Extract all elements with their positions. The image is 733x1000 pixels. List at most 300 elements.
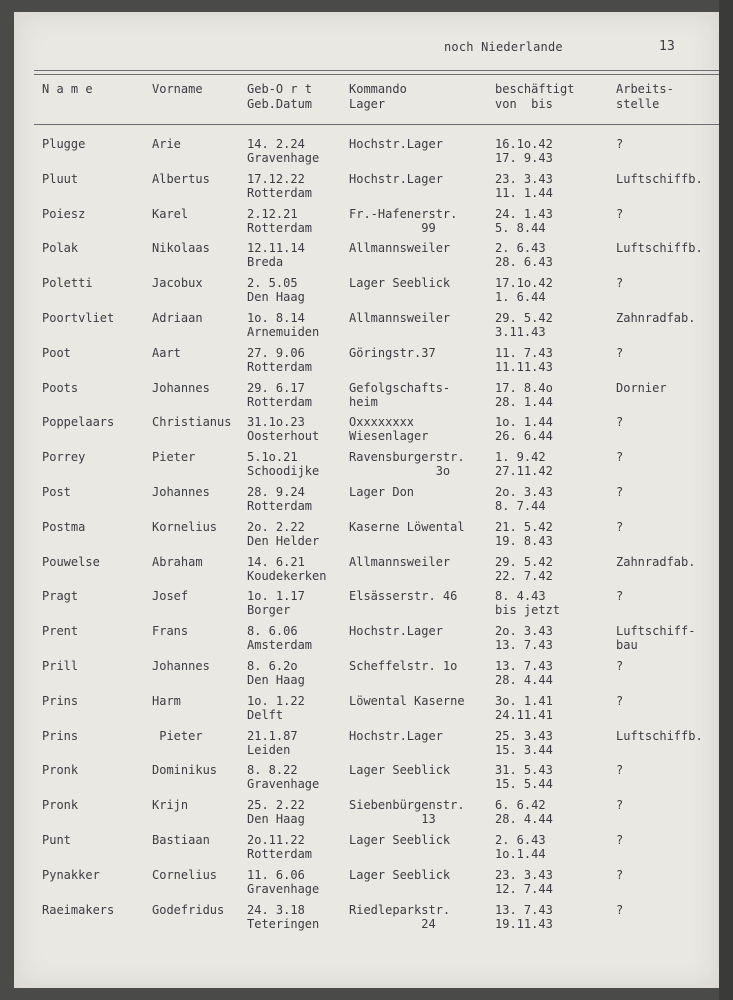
cell-vorname xyxy=(152,589,188,603)
cell-vorname xyxy=(152,903,224,917)
cell-geburt-line: 24. 3.18 xyxy=(247,902,305,917)
cell-kommando xyxy=(349,520,465,534)
cell-name xyxy=(42,137,85,151)
cell-geburt xyxy=(247,137,319,165)
cell-beschaeftigt-line: 19. 8.43 xyxy=(495,533,553,548)
cell-geburt-line: Den Helder xyxy=(247,533,320,548)
cell-name xyxy=(42,555,100,569)
cell-vorname xyxy=(152,798,188,812)
table-row xyxy=(14,833,719,868)
cell-arbeitsstelle-line: ? xyxy=(616,415,624,430)
cell-vorname-line: Cornelius xyxy=(152,867,218,882)
cell-geburt-line: Den Haag xyxy=(247,290,305,305)
cell-vorname xyxy=(152,137,181,151)
cell-vorname xyxy=(152,520,217,534)
cell-kommando-line: 24 xyxy=(349,916,436,931)
cell-geburt xyxy=(247,485,312,513)
cell-vorname xyxy=(152,450,195,464)
cell-vorname-line: Harm xyxy=(152,693,181,708)
cell-arbeitsstelle xyxy=(616,624,695,652)
cell-geburt-line: Rotterdam xyxy=(247,185,313,200)
cell-geburt xyxy=(247,207,312,235)
cell-arbeitsstelle-line: bau xyxy=(616,638,638,653)
cell-geburt-line: 5.1o.21 xyxy=(247,450,298,465)
cell-geburt-line: Den Haag xyxy=(247,673,305,687)
cell-geburt xyxy=(247,694,305,722)
cell-vorname-line: Krijn xyxy=(152,798,189,813)
cell-arbeitsstelle xyxy=(616,659,623,673)
cell-geburt xyxy=(247,798,305,826)
cell-beschaeftigt-line: 24.11.41 xyxy=(495,707,553,722)
cell-arbeitsstelle xyxy=(616,311,695,325)
cell-beschaeftigt xyxy=(495,659,553,687)
cell-name-line: Porrey xyxy=(42,450,86,465)
cell-beschaeftigt-line: 24. 1.43 xyxy=(495,206,553,221)
cell-geburt-line: 2. 5.05 xyxy=(247,276,298,291)
cell-kommando-line: Hochstr.Lager xyxy=(349,624,443,639)
cell-kommando-line: Göringstr.37 xyxy=(349,345,436,360)
cell-kommando-line: Hochstr.Lager xyxy=(349,171,443,186)
cell-geburt-line: Rotterdam xyxy=(247,499,313,513)
cell-kommando-line: Hochstr.Lager xyxy=(349,137,443,151)
cell-geburt-line: Gravenhage xyxy=(247,151,320,165)
cell-beschaeftigt-line: 15. 5.44 xyxy=(495,777,553,792)
cell-name-line: Pynakker xyxy=(42,867,100,882)
cell-name-line: Prins xyxy=(42,693,79,708)
cell-geburt-line: 1o. 1.22 xyxy=(247,693,305,708)
table-row xyxy=(14,729,719,764)
cell-kommando xyxy=(349,729,443,743)
header-title: noch Niederlande xyxy=(444,40,563,54)
cell-arbeitsstelle-line: ? xyxy=(616,798,624,813)
cell-geburt-line: Rotterdam xyxy=(247,394,313,409)
table-row xyxy=(14,415,719,450)
cell-name-line: Poppelaars xyxy=(42,415,115,430)
cell-name xyxy=(42,241,78,255)
cell-geburt-line: Teteringen xyxy=(247,916,320,931)
cell-arbeitsstelle-line: ? xyxy=(616,450,624,465)
cell-vorname xyxy=(152,868,217,882)
cell-geburt xyxy=(247,763,319,791)
cell-beschaeftigt xyxy=(495,555,553,583)
cell-beschaeftigt-line: 19.11.43 xyxy=(495,916,553,931)
cell-name xyxy=(42,624,78,638)
cell-geburt-line: 1o. 1.17 xyxy=(247,589,305,604)
cell-arbeitsstelle xyxy=(616,903,623,917)
table-row xyxy=(14,555,719,590)
cell-geburt-line: Schoodijke xyxy=(247,464,320,479)
cell-vorname xyxy=(152,381,210,395)
cell-geburt xyxy=(247,381,312,409)
cell-arbeitsstelle-line: ? xyxy=(616,206,624,221)
table-row xyxy=(14,207,719,242)
cell-geburt-line: 14. 6.21 xyxy=(247,554,305,569)
header-rule-second xyxy=(34,74,719,75)
cell-kommando xyxy=(349,172,443,186)
cell-geburt-line: Koudekerken xyxy=(247,568,327,583)
cell-beschaeftigt-line: 31. 5.43 xyxy=(495,763,553,778)
cell-vorname xyxy=(152,555,203,569)
cell-beschaeftigt-line: bis jetzt xyxy=(495,603,561,618)
cell-arbeitsstelle-line: Luftschiffb. xyxy=(616,171,703,186)
table-row xyxy=(14,381,719,416)
cell-arbeitsstelle xyxy=(616,729,703,743)
cell-arbeitsstelle xyxy=(616,520,623,534)
cell-arbeitsstelle-line: ? xyxy=(616,345,624,360)
cell-name xyxy=(42,694,78,708)
cell-beschaeftigt-line: 8. 4.43 xyxy=(495,589,546,604)
cell-arbeitsstelle xyxy=(616,833,623,847)
cell-name-line: Prins xyxy=(42,728,79,743)
cell-beschaeftigt-line: 22. 7.42 xyxy=(495,568,553,583)
cell-vorname xyxy=(152,694,181,708)
cell-geburt-line: 8. 6.2o xyxy=(247,659,298,673)
cell-kommando xyxy=(349,485,414,499)
cell-beschaeftigt-line: 15. 3.44 xyxy=(495,742,553,757)
cell-vorname xyxy=(152,729,203,743)
cell-beschaeftigt-line: 2o. 3.43 xyxy=(495,624,553,639)
cell-kommando-line: Lager Seeblick xyxy=(349,833,451,847)
cell-vorname xyxy=(152,311,203,325)
cell-geburt xyxy=(247,346,312,374)
cell-geburt-line: 21.1.87 xyxy=(247,728,298,743)
cell-vorname-line: Godefridus xyxy=(152,902,225,917)
cell-vorname xyxy=(152,763,217,777)
column-header-geburt: Geb-O r t Geb.Datum xyxy=(247,82,313,111)
cell-name-line: Punt xyxy=(42,833,71,847)
cell-beschaeftigt xyxy=(495,172,553,200)
cell-geburt-line: 12.11.14 xyxy=(247,241,305,256)
cell-beschaeftigt xyxy=(495,729,553,757)
cell-kommando-line: Gefolgschafts- xyxy=(349,380,451,395)
cell-vorname xyxy=(152,485,210,499)
cell-geburt-line: 28. 9.24 xyxy=(247,485,305,499)
cell-geburt xyxy=(247,241,305,269)
cell-geburt-line: Arnemuiden xyxy=(247,325,320,339)
table-row xyxy=(14,172,719,207)
cell-name xyxy=(42,903,114,917)
cell-arbeitsstelle xyxy=(616,207,623,221)
cell-vorname-line: Johannes xyxy=(152,380,210,395)
cell-beschaeftigt-line: 21. 5.42 xyxy=(495,519,553,534)
cell-arbeitsstelle-line: Luftschiffb. xyxy=(616,241,703,256)
cell-geburt-line: Borger xyxy=(247,603,291,618)
cell-kommando xyxy=(349,589,457,603)
cell-arbeitsstelle-line: ? xyxy=(616,589,624,604)
cell-beschaeftigt xyxy=(495,763,553,791)
cell-vorname xyxy=(152,276,203,290)
cell-beschaeftigt-line: 5. 8.44 xyxy=(495,220,546,235)
cell-kommando xyxy=(349,137,443,151)
cell-arbeitsstelle xyxy=(616,798,623,812)
cell-name-line: Post xyxy=(42,485,71,499)
cell-beschaeftigt xyxy=(495,311,553,339)
cell-beschaeftigt xyxy=(495,798,553,826)
cell-kommando xyxy=(349,241,450,255)
cell-vorname xyxy=(152,659,210,673)
cell-kommando-line: Lager Don xyxy=(349,485,415,499)
cell-arbeitsstelle-line: ? xyxy=(616,693,624,708)
cell-geburt-line: 29. 6.17 xyxy=(247,380,305,395)
table-row xyxy=(14,694,719,729)
cell-kommando xyxy=(349,555,450,569)
cell-vorname xyxy=(152,172,210,186)
cell-kommando xyxy=(349,694,465,708)
cell-vorname xyxy=(152,346,181,360)
cell-geburt-line: Rotterdam xyxy=(247,359,313,374)
cell-kommando-line: Fr.-Hafenerstr. xyxy=(349,206,458,221)
cell-name-line: Prent xyxy=(42,624,79,639)
cell-beschaeftigt xyxy=(495,450,553,478)
cell-beschaeftigt xyxy=(495,833,546,861)
cell-arbeitsstelle xyxy=(616,694,623,708)
cell-geburt-line: 2o. 2.22 xyxy=(247,519,305,534)
cell-vorname xyxy=(152,415,231,429)
cell-name-line: Poots xyxy=(42,380,79,395)
cell-beschaeftigt-line: 17. 9.43 xyxy=(495,151,553,165)
cell-geburt-line: 17.12.22 xyxy=(247,171,305,186)
cell-kommando-line: Elsässerstr. 46 xyxy=(349,589,458,604)
cell-kommando-line: 13 xyxy=(349,812,436,827)
cell-geburt-line: Den Haag xyxy=(247,812,305,827)
cell-geburt-line: Breda xyxy=(247,255,284,270)
cell-beschaeftigt-line: 28. 4.44 xyxy=(495,812,553,827)
table-row xyxy=(14,485,719,520)
table-row xyxy=(14,868,719,903)
cell-kommando xyxy=(349,346,436,360)
cell-kommando-line: heim xyxy=(349,394,378,409)
cell-beschaeftigt-line: 1o.1.44 xyxy=(495,847,546,861)
cell-geburt-line: Leiden xyxy=(247,742,291,757)
cell-kommando xyxy=(349,868,450,882)
cell-name-line: Pouwelse xyxy=(42,554,100,569)
cell-beschaeftigt-line: 23. 3.43 xyxy=(495,867,553,882)
cell-kommando-line: Hochstr.Lager xyxy=(349,728,443,743)
cell-beschaeftigt-line: 16.1o.42 xyxy=(495,137,553,151)
cell-kommando xyxy=(349,903,450,931)
cell-beschaeftigt-line: 29. 5.42 xyxy=(495,554,553,569)
cell-beschaeftigt xyxy=(495,415,553,443)
cell-name-line: Postma xyxy=(42,519,86,534)
cell-geburt-line: Delft xyxy=(247,707,284,722)
table-header-rule xyxy=(34,124,719,125)
cell-kommando-line: Allmannsweiler xyxy=(349,311,451,325)
cell-arbeitsstelle-line: Zahnradfab. xyxy=(616,311,696,325)
cell-arbeitsstelle-line: Luftschiff- xyxy=(616,624,696,639)
cell-beschaeftigt-line: 1o. 1.44 xyxy=(495,415,553,430)
cell-geburt-line: 25. 2.22 xyxy=(247,798,305,813)
cell-arbeitsstelle xyxy=(616,276,623,290)
cell-beschaeftigt xyxy=(495,868,553,896)
cell-arbeitsstelle-line: ? xyxy=(616,137,624,151)
cell-arbeitsstelle xyxy=(616,589,623,603)
table-row xyxy=(14,137,719,172)
cell-name-line: Pluut xyxy=(42,171,79,186)
table-row xyxy=(14,624,719,659)
cell-beschaeftigt-line: 1. 6.44 xyxy=(495,290,546,305)
cell-beschaeftigt-line: 29. 5.42 xyxy=(495,311,553,325)
cell-beschaeftigt-line: 2. 6.43 xyxy=(495,241,546,256)
cell-vorname-line: Arie xyxy=(152,137,181,151)
cell-name-line: Poortvliet xyxy=(42,311,115,325)
cell-beschaeftigt-line: 13. 7.43 xyxy=(495,638,553,653)
table-row xyxy=(14,346,719,381)
cell-name-line: Polak xyxy=(42,241,79,256)
scan-edge xyxy=(719,0,733,1000)
cell-kommando-line: Lager Seeblick xyxy=(349,763,451,778)
cell-name-line: Poot xyxy=(42,345,71,360)
cell-geburt xyxy=(247,555,326,583)
cell-beschaeftigt-line: 13. 7.43 xyxy=(495,659,553,673)
cell-vorname-line: Aart xyxy=(152,345,181,360)
cell-geburt xyxy=(247,172,312,200)
cell-beschaeftigt xyxy=(495,241,553,269)
cell-vorname-line: Pieter xyxy=(152,728,203,743)
cell-kommando-line: Siebenbürgenstr. xyxy=(349,798,465,813)
cell-beschaeftigt-line: 17. 8.4o xyxy=(495,380,553,395)
cell-arbeitsstelle xyxy=(616,555,695,569)
cell-beschaeftigt xyxy=(495,346,553,374)
cell-geburt-line: 8. 8.22 xyxy=(247,763,298,778)
cell-name xyxy=(42,207,85,221)
cell-arbeitsstelle-line: ? xyxy=(616,833,624,847)
table-row xyxy=(14,241,719,276)
table-row xyxy=(14,589,719,624)
column-header-name: N a m e xyxy=(42,82,93,96)
cell-arbeitsstelle xyxy=(616,381,667,395)
cell-beschaeftigt-line: 11. 1.44 xyxy=(495,185,553,200)
cell-arbeitsstelle-line: ? xyxy=(616,276,624,291)
cell-geburt xyxy=(247,276,305,304)
cell-vorname-line: Nikolaas xyxy=(152,241,210,256)
cell-vorname-line: Johannes xyxy=(152,659,210,673)
cell-vorname-line: Frans xyxy=(152,624,189,639)
cell-geburt xyxy=(247,868,319,896)
cell-vorname-line: Abraham xyxy=(152,554,203,569)
cell-kommando-line: Kaserne Löwental xyxy=(349,519,465,534)
cell-geburt-line: Gravenhage xyxy=(247,777,320,792)
cell-name-line: Pronk xyxy=(42,798,79,813)
cell-name xyxy=(42,589,78,603)
cell-kommando-line: Löwental Kaserne xyxy=(349,693,465,708)
column-header-kommando: Kommando Lager xyxy=(349,82,407,111)
cell-arbeitsstelle xyxy=(616,868,623,882)
cell-geburt xyxy=(247,659,305,687)
cell-kommando xyxy=(349,415,428,443)
cell-vorname-line: Albertus xyxy=(152,171,210,186)
cell-arbeitsstelle xyxy=(616,137,623,151)
cell-kommando-line: 3o xyxy=(349,464,451,479)
cell-beschaeftigt-line: 28. 6.43 xyxy=(495,255,553,270)
cell-geburt xyxy=(247,520,319,548)
table-row xyxy=(14,311,719,346)
cell-vorname-line: Bastiaan xyxy=(152,833,210,847)
cell-kommando-line: Lager Seeblick xyxy=(349,867,451,882)
cell-geburt-line: 2o.11.22 xyxy=(247,833,305,847)
cell-geburt xyxy=(247,415,319,443)
cell-geburt-line: Oosterhout xyxy=(247,429,320,444)
cell-kommando-line: Scheffelstr. 1o xyxy=(349,659,458,673)
cell-name xyxy=(42,381,78,395)
cell-beschaeftigt-line: 26. 6.44 xyxy=(495,429,553,444)
cell-name xyxy=(42,346,71,360)
cell-vorname xyxy=(152,207,188,221)
cell-kommando-line: Oxxxxxxxx xyxy=(349,415,415,430)
cell-geburt-line: Amsterdam xyxy=(247,638,313,653)
table-row xyxy=(14,763,719,798)
cell-beschaeftigt-line: 12. 7.44 xyxy=(495,881,553,896)
cell-vorname-line: Johannes xyxy=(152,485,210,499)
cell-geburt-line: 31.1o.23 xyxy=(247,415,305,430)
cell-name xyxy=(42,833,71,847)
cell-geburt xyxy=(247,833,312,861)
cell-geburt-line: 11. 6.06 xyxy=(247,867,305,882)
cell-vorname-line: Jacobux xyxy=(152,276,203,291)
column-header-beschaeftigt: beschäftigt von bis xyxy=(495,82,575,111)
cell-geburt xyxy=(247,729,298,757)
cell-geburt xyxy=(247,903,319,931)
cell-beschaeftigt-line: 2. 6.43 xyxy=(495,833,546,847)
cell-beschaeftigt xyxy=(495,207,553,235)
cell-arbeitsstelle xyxy=(616,172,703,186)
cell-vorname-line: Adriaan xyxy=(152,311,203,325)
document-page xyxy=(14,12,719,988)
cell-kommando-line: Allmannsweiler xyxy=(349,241,451,256)
cell-beschaeftigt xyxy=(495,694,553,722)
cell-name xyxy=(42,763,78,777)
cell-beschaeftigt-line: 25. 3.43 xyxy=(495,728,553,743)
cell-beschaeftigt-line: 27.11.42 xyxy=(495,464,553,479)
cell-name xyxy=(42,729,78,743)
cell-kommando xyxy=(349,798,465,826)
cell-geburt-line: 2.12.21 xyxy=(247,206,298,221)
cell-arbeitsstelle xyxy=(616,450,623,464)
cell-beschaeftigt xyxy=(495,485,553,513)
cell-beschaeftigt xyxy=(495,520,553,548)
cell-kommando-line: Lager Seeblick xyxy=(349,276,451,291)
cell-beschaeftigt-line: 8. 7.44 xyxy=(495,499,546,513)
cell-beschaeftigt-line: 2o. 3.43 xyxy=(495,485,553,499)
cell-geburt-line: Rotterdam xyxy=(247,847,313,861)
cell-arbeitsstelle-line: ? xyxy=(616,519,624,534)
cell-vorname xyxy=(152,833,210,847)
cell-beschaeftigt xyxy=(495,381,553,409)
cell-arbeitsstelle-line: ? xyxy=(616,902,624,917)
table-row xyxy=(14,450,719,485)
cell-geburt-line: 8. 6.06 xyxy=(247,624,298,639)
cell-name xyxy=(42,868,100,882)
cell-beschaeftigt xyxy=(495,624,553,652)
cell-geburt-line: Rotterdam xyxy=(247,220,313,235)
cell-kommando xyxy=(349,207,457,235)
cell-name xyxy=(42,485,71,499)
cell-kommando xyxy=(349,833,450,847)
cell-arbeitsstelle xyxy=(616,346,623,360)
cell-arbeitsstelle-line: Dornier xyxy=(616,380,667,395)
cell-beschaeftigt-line: 28. 4.44 xyxy=(495,673,553,687)
cell-arbeitsstelle-line: ? xyxy=(616,867,624,882)
cell-geburt xyxy=(247,624,312,652)
table-row xyxy=(14,520,719,555)
cell-kommando-line: Allmannsweiler xyxy=(349,554,451,569)
column-header-arbeitsstelle: Arbeits- stelle xyxy=(616,82,674,111)
cell-beschaeftigt xyxy=(495,276,553,304)
cell-kommando xyxy=(349,763,450,777)
cell-arbeitsstelle-line: ? xyxy=(616,659,624,673)
cell-kommando xyxy=(349,311,450,325)
cell-arbeitsstelle xyxy=(616,415,623,429)
cell-beschaeftigt-line: 1. 9.42 xyxy=(495,450,546,465)
